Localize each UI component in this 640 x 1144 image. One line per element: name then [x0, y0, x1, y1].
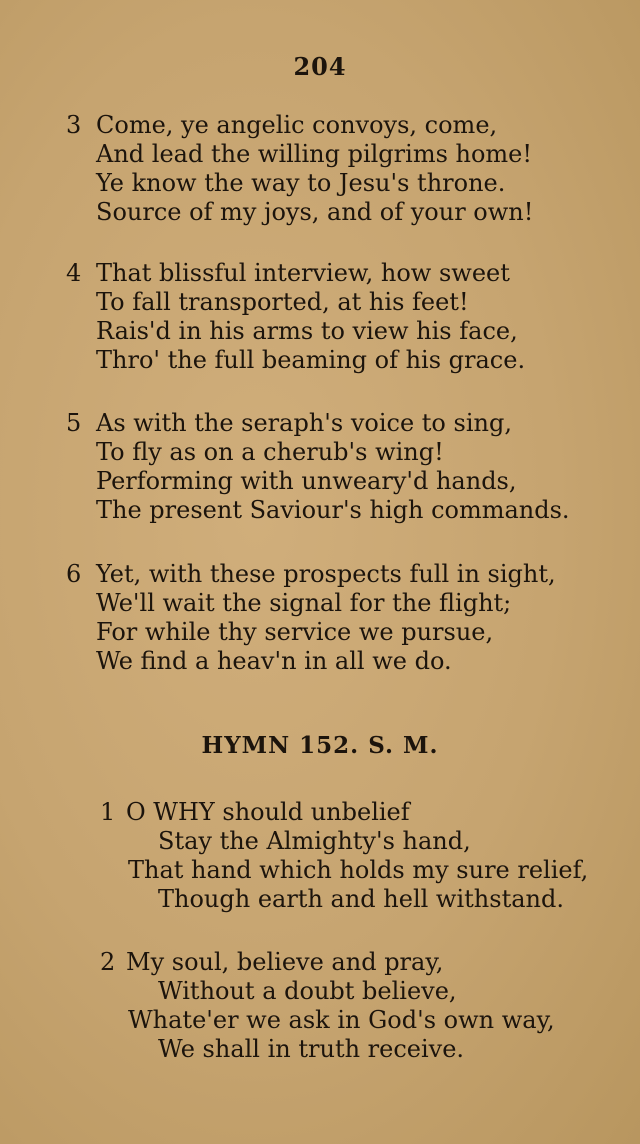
stanza-line: The present Saviour's high commands.: [96, 496, 570, 524]
stanza-number: 4: [66, 259, 82, 287]
stanza-number: 1: [100, 798, 116, 826]
stanza-line: O WHY should unbelief: [126, 798, 410, 826]
stanza-line: Rais'd in his arms to view his face,: [96, 317, 518, 345]
stanza-number: 2: [100, 948, 116, 976]
stanza-number: 3: [66, 111, 82, 139]
stanza-line: To fall transported, at his feet!: [96, 288, 469, 316]
stanza-line: That hand which holds my sure relief,: [128, 856, 589, 884]
stanza-line: We'll wait the signal for the flight;: [96, 589, 512, 617]
stanza-line: That blissful interview, how sweet: [96, 259, 510, 287]
stanza-number: 5: [66, 409, 82, 437]
stanza-line: Though earth and hell withstand.: [158, 885, 564, 913]
stanza-line: To fly as on a cherub's wing!: [96, 438, 444, 466]
hymn-title: HYMN 152. S. M.: [201, 732, 439, 759]
stanza-line: Source of my joys, and of your own!: [96, 198, 534, 226]
stanza-number: 6: [66, 560, 82, 588]
stanza-line: Ye know the way to Jesu's throne.: [96, 169, 506, 197]
stanza-line: Performing with unweary'd hands,: [96, 467, 517, 495]
stanza-line: For while thy service we pursue,: [96, 618, 494, 646]
page-number: 204: [293, 52, 347, 81]
stanza-line: Whate'er we ask in God's own way,: [128, 1006, 555, 1034]
stanza-line: Yet, with these prospects full in sight,: [96, 560, 556, 588]
stanza-line: Without a doubt believe,: [158, 977, 457, 1005]
stanza-line: My soul, believe and pray,: [126, 948, 444, 976]
stanza-line: And lead the willing pilgrims home!: [96, 140, 533, 168]
stanza-line: Come, ye angelic convoys, come,: [96, 111, 498, 139]
stanza-line: Stay the Almighty's hand,: [158, 827, 471, 855]
stanza-line: Thro' the full beaming of his grace.: [96, 346, 526, 374]
stanza-line: As with the seraph's voice to sing,: [96, 409, 512, 437]
stanza-line: We shall in truth receive.: [158, 1035, 465, 1063]
stanza-line: We find a heav'n in all we do.: [96, 647, 452, 675]
